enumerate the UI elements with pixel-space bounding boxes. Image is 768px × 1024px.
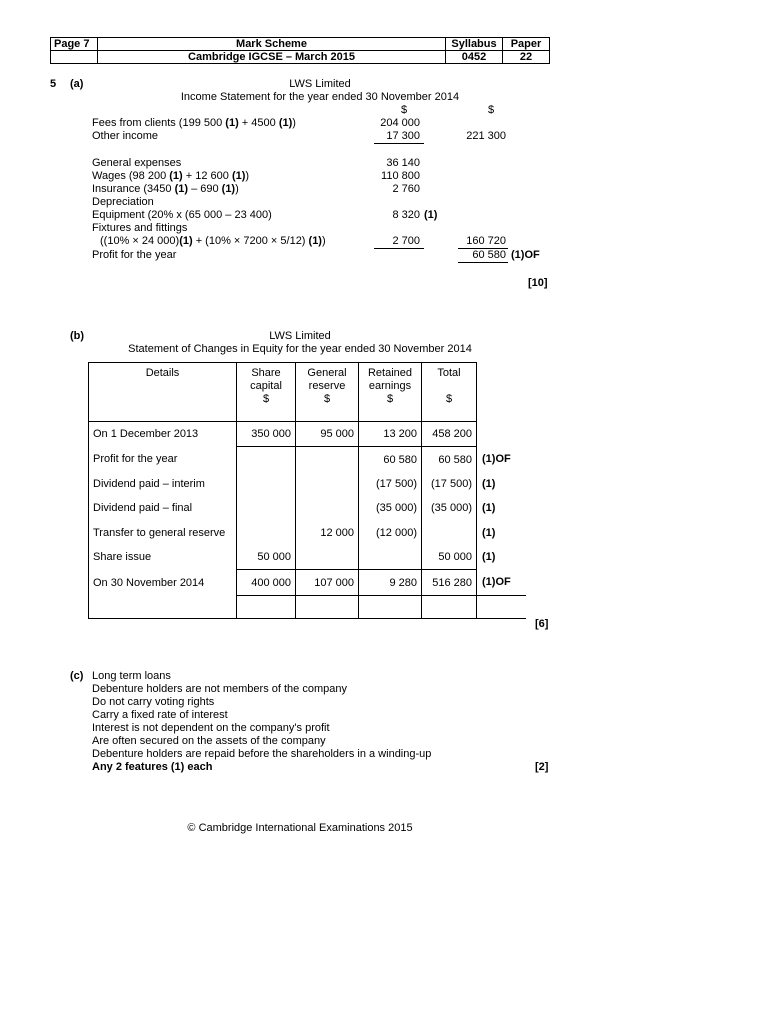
underline: [374, 143, 424, 144]
total-expenses: 160 720: [466, 235, 506, 247]
footer-copyright: © Cambridge International Examinations 2015: [187, 822, 413, 834]
part-a-label: (a): [70, 78, 84, 90]
depreciation-label: Depreciation: [92, 196, 154, 208]
col-retained-earnings: Retained earnings $: [359, 363, 422, 422]
c-closing: Any 2 features (1) each: [92, 761, 213, 773]
c-line: Long term loans: [92, 670, 171, 682]
c-line: Debenture holders are not members of the company: [92, 683, 347, 695]
underline: [374, 248, 424, 249]
insurance-value: 2 760: [392, 183, 420, 195]
c-line: Debenture holders are repaid before the shareholders in a winding-up: [92, 748, 432, 760]
fixtures-label: Fixtures and fittings: [92, 222, 188, 234]
table-row-empty: [89, 595, 527, 618]
fees-label: Fees from clients (199 500 (1) + 4500 (1)): [92, 117, 296, 129]
equipment-label: Equipment (20% x (65 000 – 23 400): [92, 209, 272, 221]
total-income: 221 300: [466, 130, 506, 142]
table-row: On 1 December 2013 350 000 95 000 13 200 458 200: [89, 422, 527, 447]
general-expenses-value: 36 140: [386, 157, 420, 169]
profit-mark: (1)OF: [511, 249, 540, 261]
question-number: 5: [50, 78, 57, 90]
col-total: Total $: [422, 363, 477, 422]
doc-title: Mark Scheme: [98, 38, 446, 51]
c-line: Carry a fixed rate of interest: [92, 709, 228, 721]
fees-value: 204 000: [380, 117, 420, 129]
profit-value: 60 580: [472, 249, 506, 261]
c-line: Interest is not dependent on the company's profit: [92, 722, 330, 734]
fixtures-calc: ((10% × 24 000)(1) + (10% × 7200 × 5/12) (1)): [100, 235, 326, 247]
part-a-marks: [10]: [528, 277, 548, 289]
part-b-marks: [6]: [535, 618, 549, 630]
b-title: Statement of Changes in Equity for the year ended 30 November 2014: [128, 343, 472, 355]
a-col2-header: $: [488, 104, 495, 116]
doc-subtitle: Cambridge IGCSE – March 2015: [98, 51, 446, 64]
equipment-value: 8 320: [392, 209, 420, 221]
table-row: Dividend paid – final (35 000) (35 000) (1): [89, 496, 527, 520]
paper-number: 22: [503, 51, 550, 64]
c-line: Do not carry voting rights: [92, 696, 215, 708]
paper-label: Paper: [503, 38, 550, 51]
a-col1-header: $: [401, 104, 408, 116]
part-c-label: (c): [70, 670, 84, 682]
b-company: LWS Limited: [269, 330, 331, 342]
other-income-value: 17 300: [386, 130, 420, 142]
c-line: Are often secured on the assets of the company: [92, 735, 326, 747]
wages-label: Wages (98 200 (1) + 12 600 (1)): [92, 170, 250, 182]
col-share-capital: Share capital $: [237, 363, 296, 422]
insurance-label: Insurance (3450 (1) – 690 (1)): [92, 183, 239, 195]
equipment-mark: (1): [424, 209, 438, 221]
part-b-label: (b): [70, 330, 85, 342]
table-row: Dividend paid – interim (17 500) (17 500) (1): [89, 472, 527, 496]
equity-table: [88, 362, 526, 619]
col-general-reserve: General reserve $: [296, 363, 359, 422]
wages-value: 110 800: [381, 170, 420, 182]
syllabus-label: Syllabus: [446, 38, 503, 51]
underline: [458, 262, 508, 263]
a-title: Income Statement for the year ended 30 November 2014: [180, 91, 460, 103]
table-row: On 30 November 2014 400 000 107 000 9 280 516 280 (1)OF: [89, 570, 527, 595]
profit-label: Profit for the year: [92, 249, 177, 261]
syllabus-code: 0452: [446, 51, 503, 64]
fixtures-value: 2 700: [392, 235, 420, 247]
table-row: Profit for the year 60 580 60 580 (1)OF: [89, 447, 527, 472]
table-row: Share issue 50 000 50 000 (1): [89, 545, 527, 570]
table-row: Transfer to general reserve 12 000 (12 000) (1): [89, 521, 527, 545]
header-table: [50, 37, 550, 64]
other-income-label: Other income: [92, 130, 159, 142]
col-details: Details: [89, 363, 237, 422]
part-c-marks: [2]: [535, 761, 549, 773]
general-expenses-label: General expenses: [92, 157, 182, 169]
page-number: Page 7: [51, 38, 98, 51]
a-company: LWS Limited: [289, 78, 351, 90]
